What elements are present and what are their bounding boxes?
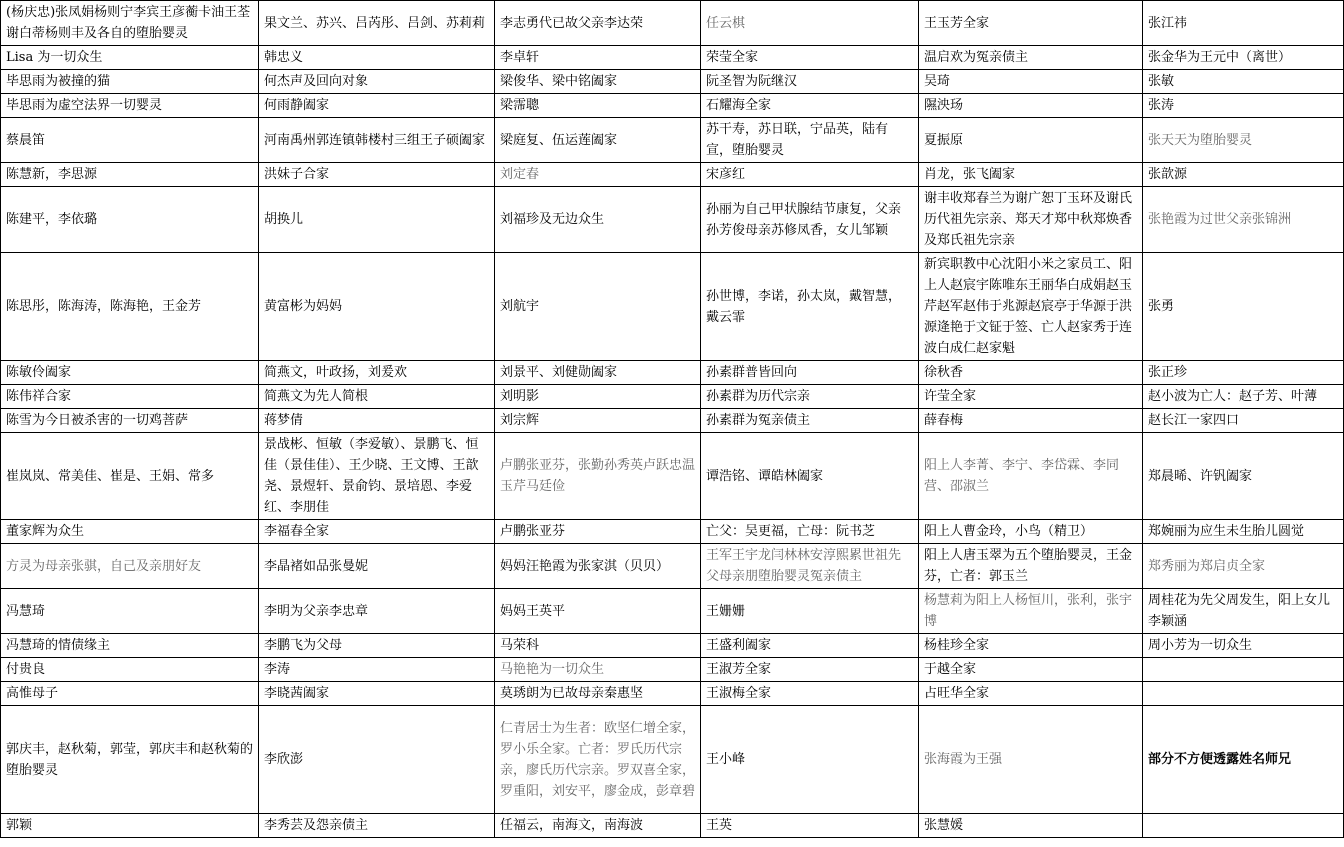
table-cell[interactable]: 王军王宇龙闫林林安淳熙累世祖先父母亲朋堕胎婴灵冤亲债主 [701, 544, 919, 589]
table-cell[interactable]: 河南禹州郭连镇韩楼村三组王子硕阖家 [259, 118, 495, 163]
table-cell[interactable]: 王淑梅全家 [701, 682, 919, 706]
table-cell[interactable]: 陈敏伶阖家 [1, 361, 259, 385]
table-cell[interactable]: 任福云，南海文，南海波 [495, 814, 701, 838]
table-cell[interactable]: 阮圣智为阮继汉 [701, 70, 919, 94]
table-row [1, 94, 1344, 118]
table-cell[interactable]: 马荣科 [495, 634, 701, 658]
table-cell[interactable]: 何雨静阖家 [259, 94, 495, 118]
table-cell[interactable]: 夏振原 [919, 118, 1143, 163]
table-cell[interactable]: 方灵为母亲张骐，自己及亲朋好友 [1, 544, 259, 589]
table-cell[interactable]: 景战彬、恒敏（李爱敏）、景鹏飞、恒佳（景佳佳）、王少晓、王文博、王歆尧、景煜轩、景俞钧、景培恩、李爱红、李朋佳 [259, 433, 495, 520]
table-row [1, 814, 1344, 838]
table-cell[interactable]: 郑晨晞、许钒阖家 [1143, 433, 1344, 520]
table-cell[interactable]: 占旺华全家 [919, 682, 1143, 706]
table-cell[interactable]: 陈建平，李依璐 [1, 187, 259, 253]
table-row [1, 163, 1344, 187]
table-cell[interactable]: 孙世博，李诺，孙太岚，戴智慧，戴云霏 [701, 253, 919, 361]
table-cell[interactable]: 刘航宇 [495, 253, 701, 361]
table-cell[interactable]: 张金华为王元中（离世） [1143, 46, 1344, 70]
table-cell[interactable]: 陈思彤，陈海涛，陈海艳，王金芳 [1, 253, 259, 361]
table-cell[interactable]: 付贵良 [1, 658, 259, 682]
table-cell[interactable]: 张歆源 [1143, 163, 1344, 187]
table-cell[interactable]: 李秀芸及怨亲债主 [259, 814, 495, 838]
table-cell[interactable]: 简燕文，叶政扬，刘爰欢 [259, 361, 495, 385]
table-cell[interactable]: 王英 [701, 814, 919, 838]
table-cell[interactable]: 孙丽为自己甲状腺结节康复，父亲孙芳俊母亲苏修凤香，女儿邹颖 [701, 187, 919, 253]
table-row [1, 520, 1344, 544]
table-cell[interactable]: 刘明影 [495, 385, 701, 409]
table-cell[interactable]: 卢鹏张亚芬 [495, 520, 701, 544]
table-cell[interactable]: 韩忠义 [259, 46, 495, 70]
table-cell[interactable]: 简燕文为先人简根 [259, 385, 495, 409]
table-cell[interactable]: 洪妹子合家 [259, 163, 495, 187]
table-cell[interactable]: 莫琇朗为已故母亲秦惠坚 [495, 682, 701, 706]
table-cell[interactable]: 孙素群为历代宗亲 [701, 385, 919, 409]
table-cell[interactable]: 何杰声及回向对象 [259, 70, 495, 94]
table-cell[interactable]: 王盛利阖家 [701, 634, 919, 658]
table-cell[interactable]: 王玉芳全家 [919, 1, 1143, 46]
table-cell[interactable]: 仁青居士为生者：欧坚仁增全家，罗小乐全家。亡者：罗氏历代宗亲，廖氏历代宗亲。罗双喜全家，罗重阳，刘安平，廖金成，彭章碧 [495, 706, 701, 814]
table-cell[interactable]: 杨慧莉为阳上人杨恒川，张利，张宇博 [919, 589, 1143, 634]
table-cell[interactable]: 张天天为堕胎婴灵 [1143, 118, 1344, 163]
table-cell[interactable]: 李志勇代已故父亲李达荣 [495, 1, 701, 46]
table-cell[interactable]: 妈妈王英平 [495, 589, 701, 634]
table-cell[interactable]: 高惟母子 [1, 682, 259, 706]
table-cell[interactable]: 陈伟祥合家 [1, 385, 259, 409]
table-cell[interactable]: 李欣澎 [259, 706, 495, 814]
table-body [1, 1, 1344, 838]
table-cell[interactable]: 妈妈汪艳霞为张家淇（贝贝） [495, 544, 701, 589]
table-cell[interactable]: 郑婉丽为应生未生胎儿圆觉 [1143, 520, 1344, 544]
table-cell[interactable]: 梁俊华、梁中铭阖家 [495, 70, 701, 94]
table-cell[interactable]: 张艳霞为过世父亲张锦洲 [1143, 187, 1344, 253]
table-cell[interactable]: 张正珍 [1143, 361, 1344, 385]
table-cell[interactable]: 郑秀丽为郑启贞全家 [1143, 544, 1344, 589]
table-cell[interactable]: 肖龙，张飞阖家 [919, 163, 1143, 187]
table-cell[interactable]: 李鹏飞为父母 [259, 634, 495, 658]
table-row [1, 385, 1344, 409]
table-row [1, 589, 1344, 634]
table-row [1, 46, 1344, 70]
table-cell[interactable]: 隰泱玚 [919, 94, 1143, 118]
table-cell[interactable]: 蔡晨笛 [1, 118, 259, 163]
table-cell[interactable]: 毕思雨为虚空法界一切婴灵 [1, 94, 259, 118]
table-cell[interactable]: 阳上人唐玉翠为五个堕胎婴灵，王金芬，亡者：郭玉兰 [919, 544, 1143, 589]
table-cell[interactable]: 马艳艳为一切众生 [495, 658, 701, 682]
table-cell[interactable]: 张海霞为王强 [919, 706, 1143, 814]
table-cell[interactable]: 于越全家 [919, 658, 1143, 682]
table-cell[interactable]: 李明为父亲李忠章 [259, 589, 495, 634]
table-row [1, 361, 1344, 385]
table-cell[interactable]: 周桂花为先父周发生，阳上女儿李颖涵 [1143, 589, 1344, 634]
table-cell[interactable]: 部分不方便透露姓名师兄 [1143, 706, 1344, 814]
table-cell[interactable]: 刘福珍及无边众生 [495, 187, 701, 253]
table-cell[interactable]: 郭庆丰，赵秋菊，郭莹，郭庆丰和赵秋菊的堕胎婴灵 [1, 706, 259, 814]
table-cell[interactable]: 郭颖 [1, 814, 259, 838]
table-cell[interactable]: 刘定春 [495, 163, 701, 187]
table-cell[interactable]: 宋彦红 [701, 163, 919, 187]
table-row [1, 409, 1344, 433]
table-cell[interactable]: 卢鹏张亚芬，张勤孙秀英卢跃忠温玉芹马廷俭 [495, 433, 701, 520]
table-cell[interactable]: 阳上人曹金玲，小鸟（精卫） [919, 520, 1143, 544]
table-cell[interactable]: 蒋梦倩 [259, 409, 495, 433]
table-cell[interactable]: 张江祎 [1143, 1, 1344, 46]
table-cell[interactable]: 苏干寿，苏日联，宁品英，陆有宣，堕胎婴灵 [701, 118, 919, 163]
table-cell[interactable]: 刘景平、刘健勋阖家 [495, 361, 701, 385]
table-cell[interactable] [1143, 682, 1344, 706]
table-cell[interactable]: 刘宗辉 [495, 409, 701, 433]
table-cell[interactable]: 毕思雨为被撞的猫 [1, 70, 259, 94]
table-cell[interactable]: 王姗姗 [701, 589, 919, 634]
table-cell[interactable]: 张慧媛 [919, 814, 1143, 838]
table-row [1, 706, 1344, 814]
table-cell[interactable]: 董家辉为众生 [1, 520, 259, 544]
table-cell[interactable]: 陈慧新，李思源 [1, 163, 259, 187]
table-cell[interactable]: 李涛 [259, 658, 495, 682]
table-row [1, 70, 1344, 94]
table-cell[interactable]: 吴琦 [919, 70, 1143, 94]
table-cell[interactable]: 阳上人李菁、李宁、李岱霖、李同营、邵淑兰 [919, 433, 1143, 520]
table-cell[interactable]: 赵小波为亡人：赵子芳、叶薄 [1143, 385, 1344, 409]
table-cell[interactable]: (杨庆忠)张凤娟杨则宁李宾王彦蘅卡油王荃谢白蒂杨则丰及各自的堕胎婴灵 [1, 1, 259, 46]
table-cell[interactable]: 李晶褚如品张曼妮 [259, 544, 495, 589]
table-cell[interactable]: 石耀海全家 [701, 94, 919, 118]
table-cell[interactable]: 黄富彬为妈妈 [259, 253, 495, 361]
table-cell[interactable]: 周小芳为一切众生 [1143, 634, 1344, 658]
table-row [1, 1, 1344, 46]
table-row [1, 658, 1344, 682]
table-cell[interactable]: 新宾职教中心沈阳小米之家员工、阳上人赵宸宇陈唯东王丽华白成娟赵玉芹赵军赵伟于兆源赵宸亭于华源于洪源逄艳于文钲于签、亡人赵家秀于连波白成仁赵家魁 [919, 253, 1143, 361]
table-cell[interactable]: 果文兰、苏兴、吕芮彤、吕剑、苏莉莉 [259, 1, 495, 46]
table-cell[interactable]: 胡换儿 [259, 187, 495, 253]
table-cell[interactable]: 张涛 [1143, 94, 1344, 118]
table-cell[interactable]: 许莹全家 [919, 385, 1143, 409]
table-cell[interactable] [1143, 658, 1344, 682]
table-cell[interactable]: 温启欢为冤亲债主 [919, 46, 1143, 70]
table-cell[interactable]: 孙素群普皆回向 [701, 361, 919, 385]
table-cell[interactable]: 冯慧琦 [1, 589, 259, 634]
table-row [1, 433, 1344, 520]
table-row [1, 634, 1344, 658]
table-row [1, 118, 1344, 163]
table-cell[interactable]: 李卓轩 [495, 46, 701, 70]
table-cell[interactable]: 赵长江一家四口 [1143, 409, 1344, 433]
table-cell[interactable]: 荣莹全家 [701, 46, 919, 70]
table-cell[interactable]: 谢丰收郑春兰为谢广恕丁玉环及谢氏历代祖先宗亲、郑天才郑中秋郑焕香及郑氏祖先宗亲 [919, 187, 1143, 253]
table-cell[interactable]: 张敏 [1143, 70, 1344, 94]
table-cell[interactable]: 冯慧琦的情债缘主 [1, 634, 259, 658]
table-cell[interactable]: 崔岚岚、常美佳、崔是、王娟、常多 [1, 433, 259, 520]
table-cell[interactable]: 薛春梅 [919, 409, 1143, 433]
table-cell[interactable]: 王淑芳全家 [701, 658, 919, 682]
table-cell[interactable]: 张勇 [1143, 253, 1344, 361]
table-cell[interactable]: 任云棋 [701, 1, 919, 46]
table-row [1, 544, 1344, 589]
table-cell[interactable]: 李晓茜阖家 [259, 682, 495, 706]
table-cell[interactable]: 李福春全家 [259, 520, 495, 544]
table-row [1, 187, 1344, 253]
table-cell[interactable] [1143, 814, 1344, 838]
table-cell[interactable]: 王小峰 [701, 706, 919, 814]
table-cell[interactable]: 梁庭复、伍运莲阖家 [495, 118, 701, 163]
table-cell[interactable]: 孙素群为冤亲债主 [701, 409, 919, 433]
table-row [1, 682, 1344, 706]
table-cell[interactable]: 陈雪为今日被杀害的一切鸡菩萨 [1, 409, 259, 433]
table-row [1, 253, 1344, 361]
table-cell[interactable]: 梁霈聰 [495, 94, 701, 118]
table-cell[interactable]: 亡父：吴更福，亡母：阮书芝 [701, 520, 919, 544]
table-cell[interactable]: 谭浩铭、谭皓林阖家 [701, 433, 919, 520]
table-cell[interactable]: 杨桂珍全家 [919, 634, 1143, 658]
table-cell[interactable]: Lisa 为一切众生 [1, 46, 259, 70]
table-cell[interactable]: 徐秋香 [919, 361, 1143, 385]
